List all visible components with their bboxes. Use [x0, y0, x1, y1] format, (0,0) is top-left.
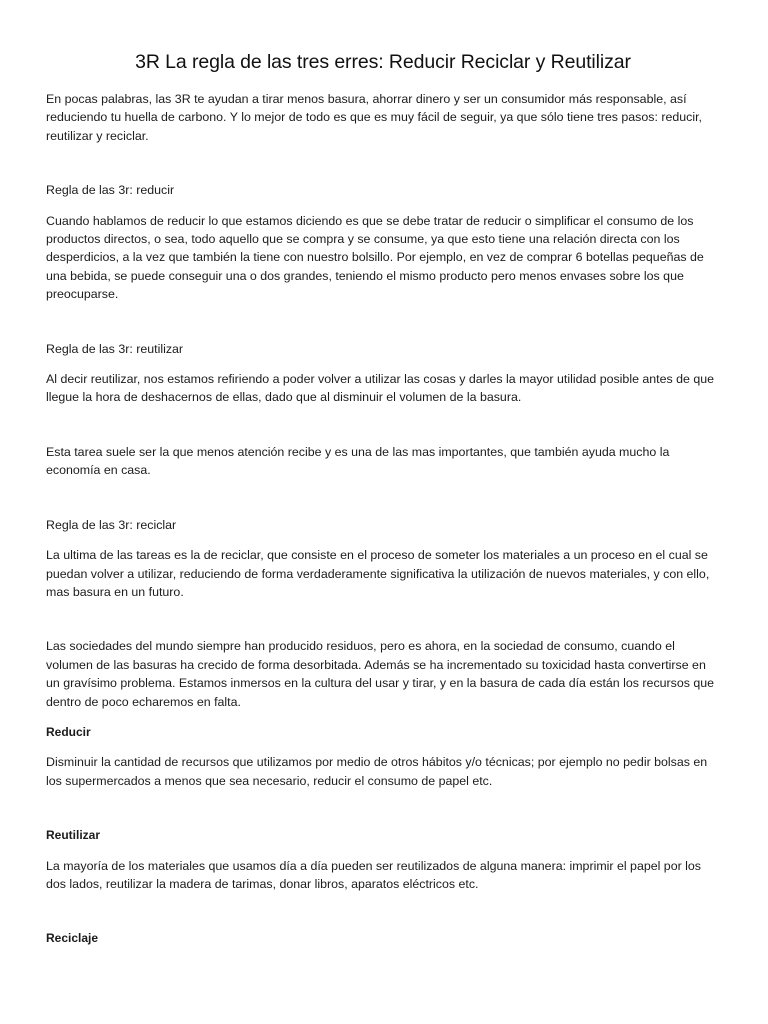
section-reutilizar-paragraph-2: Esta tarea suele ser la que menos atención recibe y es una de las mas importantes, que también ayuda mucho la economía en casa.: [46, 444, 670, 478]
reutilizar-heading: Reutilizar: [46, 828, 101, 843]
section-reducir-paragraph: Cuando hablamos de reducir lo que estamos diciendo es que se debe tratar de reducir o simplificar el consumo de los productos directos, o sea, todo aquello que se compra y se consume, ya que esto tiene una relación directa con los desperdicios, a la vez que también la tiene con nuestro bolsillo. Por ejemplo, en vez de comprar 6 botellas pequeñas de una bebida, se puede conseguir una o dos grandes, teniendo el mismo producto pero menos envases sobre los que preocuparse.: [46, 213, 704, 302]
reducir-paragraph: Disminuir la cantidad de recursos que utilizamos por medio de otros hábitos y/o técnicas; por ejemplo no pedir bolsas en los supermercados a menos que sea necesario, reducir el consumo de papel etc.: [46, 755, 708, 788]
document-title: 3R La regla de las tres erres: Reducir Reciclar y Reutilizar: [135, 51, 631, 73]
reutilizar-paragraph: La mayoría de los materiales que usamos día a día pueden ser reutilizados de alguna manera: imprimir el papel por los dos lados, reutilizar la madera de tarimas, donar libros, aparatos eléctricos etc.: [46, 858, 701, 891]
sociedades-paragraph: Las sociedades del mundo siempre han producido residuos, pero es ahora, en la sociedad de consumo, cuando el volumen de las basuras ha crecido de forma desorbitada. Además se ha incrementado su toxicidad hasta convertirse en un gravísimo problema. Estamos inmersos en la cultura del usar y tirar, y en la basura de cada día están los recursos que dentro de poco echaremos en falta.: [46, 639, 715, 709]
reducir-heading: Reducir: [46, 724, 91, 739]
reciclaje-heading: Reciclaje: [46, 931, 99, 946]
section-reciclar-heading: Regla de las 3r: reciclar: [46, 517, 177, 532]
section-reciclar-paragraph: La ultima de las tareas es la de reciclar, que consiste en el proceso de someter los materiales a un proceso en el cual se puedan volver a utilizar, reduciendo de forma verdaderamente significativa la utilización de nuevos materiales, y con ello, mas basura en un futuro.: [46, 548, 710, 599]
intro-paragraph: En pocas palabras, las 3R te ayudan a tirar menos basura, ahorrar dinero y ser un consumidor más responsable, así reduciendo tu huella de carbono. Y lo mejor de todo es que es muy fácil de seguir, ya que sólo tiene tres pasos: reducir, reutilizar y reciclar.: [46, 92, 702, 143]
section-reutilizar-paragraph: Al decir reutilizar, nos estamos refiriendo a poder volver a utilizar las cosas y darles la mayor utilidad posible antes de que llegue la hora de deshacernos de ellas, dado que al disminuir el volumen de la basura.: [46, 372, 715, 405]
section-reducir-heading: Regla de las 3r: reducir: [46, 183, 175, 198]
section-reutilizar-heading: Regla de las 3r: reutilizar: [46, 341, 184, 356]
